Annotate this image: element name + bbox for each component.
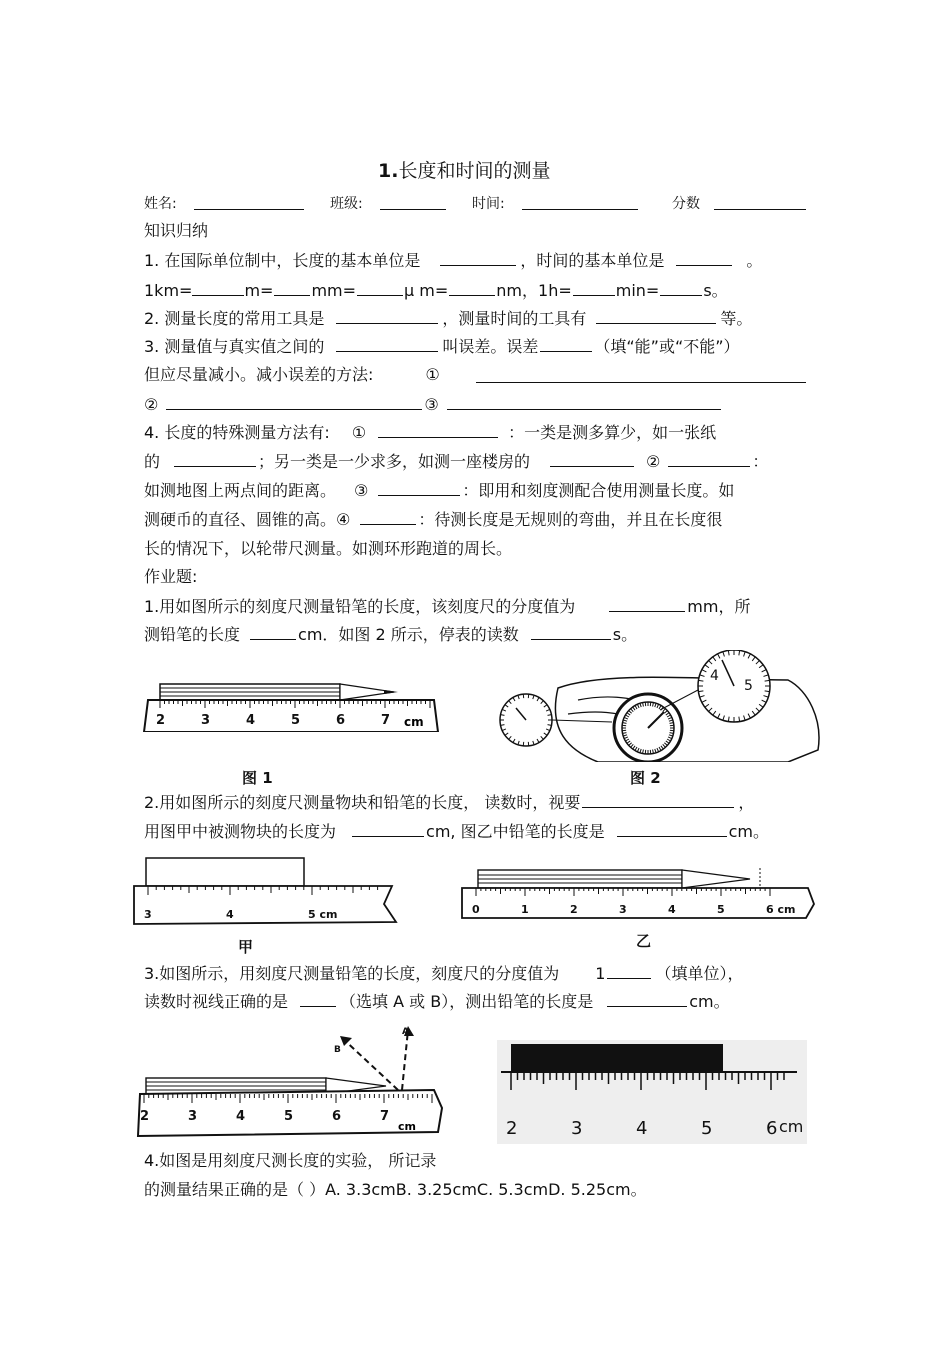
figure-jia-caption: 甲	[238, 938, 254, 956]
q-k4-line: 4. 长度的特殊测量方法有: ① ：一类是测多算少，如一张纸	[144, 423, 717, 442]
hw-q3-line2: 读数时视线正确的是 （选填 A 或 B），测出铅笔的长度是 cm。	[144, 992, 730, 1011]
hw-q4-line2: 的测量结果正确的是（ ）A. 3.3cmB. 3.25cmC. 5.3cmD. 5.25cm。	[144, 1180, 647, 1199]
q-k4-line2: 的 ；另一类是一少求多，如测一座楼房的 ② ：	[144, 452, 769, 471]
homework-heading: 作业题:	[144, 567, 198, 586]
ruler-label: 5 cm	[308, 908, 338, 921]
ruler-label: 4	[226, 908, 234, 921]
ruler-label: 2	[506, 1118, 518, 1139]
q-k4-line3: 如测地图上两点间的距离。 ③ ：即用和刻度测配合使用测量长度。如	[144, 481, 735, 500]
ruler-label: 3	[619, 903, 627, 916]
figure2-caption: 图 2	[630, 769, 661, 787]
q-k4-line4: 测硬币的直径、圆锥的高。④ ：待测长度是无规则的弯曲，并且在长度很	[144, 510, 723, 529]
ruler-label: 6 cm	[766, 903, 796, 916]
q-k2-line: 2. 测量长度的常用工具是 ，测量时间的工具有 等。	[144, 309, 753, 328]
figure1-caption: 图 1	[242, 769, 273, 787]
ruler-label: 1	[521, 903, 529, 916]
hw-q3-line1: 3.如图所示，用刻度尺测量铅笔的长度，刻度尺的分度值为 1 （填单位），	[144, 964, 744, 983]
ruler-label: 3	[571, 1118, 583, 1139]
ruler-label: 6	[766, 1118, 778, 1139]
figure-yi-caption: 乙	[636, 932, 652, 950]
q-k3-methods-2-3: ② ③	[144, 395, 725, 415]
q-k1-line: 1. 在国际单位制中，长度的基本单位是 ，时间的基本单位是 。	[144, 251, 763, 270]
ruler-label: 2	[570, 903, 578, 916]
unit-cm-q4: cm	[779, 1117, 804, 1136]
hw-q1-line2: 测铅笔的长度 cm．如图 2 所示，停表的读数 s。	[144, 625, 638, 644]
ruler-label: 5	[291, 713, 301, 728]
hw-q2-line2: 用图甲中被测物块的长度为 cm, 图乙中铅笔的长度是 cm。	[144, 822, 769, 841]
ruler-label: 0	[472, 903, 480, 916]
figure-yi-ruler-pencil	[460, 866, 818, 920]
sightline-label-a: A	[402, 1027, 409, 1037]
ruler-label: 6	[332, 1109, 342, 1124]
figure2-stopwatch	[488, 650, 824, 762]
stopwatch-label-5: 5	[744, 678, 753, 694]
ruler-label: 5	[717, 903, 725, 916]
ruler-label: 4	[236, 1109, 246, 1124]
q-k3-line: 3. 测量值与真实值之间的 叫误差。误差 （填“能”或“不能”）	[144, 337, 740, 356]
ruler-label: 7	[381, 713, 391, 728]
name-blank[interactable]	[194, 209, 304, 210]
hw-q4-line1: 4.如图是用刻度尺测长度的实验， 所记录	[144, 1151, 437, 1170]
section-summary: 知识归纳	[144, 221, 209, 240]
ruler-label: 3	[188, 1109, 198, 1124]
unit-cm-q3: cm	[398, 1120, 416, 1133]
ruler-label: 7	[380, 1109, 390, 1124]
figure-jia-ruler-block	[130, 856, 398, 928]
unit-cm: cm	[404, 715, 424, 729]
ruler-label: 5	[701, 1118, 713, 1139]
score-blank[interactable]	[714, 209, 806, 210]
ruler-label: 3	[201, 713, 211, 728]
header-time-label: 时间:	[472, 196, 505, 212]
class-blank[interactable]	[380, 209, 446, 210]
page-title: 1.长度和时间的测量	[378, 160, 551, 182]
figure1-ruler-pencil	[142, 660, 442, 732]
ruler-label: 5	[284, 1109, 294, 1124]
method1-blank[interactable]	[476, 382, 806, 383]
hw-q1-line1: 1.用如图所示的刻度尺测量铅笔的长度，该刻度尺的分度值为 mm，所	[144, 597, 751, 616]
q-k3-method-line: 但应尽量减小。减小误差的方法: ①	[144, 365, 440, 384]
header-score-label: 分数	[672, 196, 700, 212]
hw-q2-line1: 2.用如图所示的刻度尺测量物块和铅笔的长度， 读数时，视要 ，	[144, 793, 755, 812]
time-blank[interactable]	[522, 209, 638, 210]
ruler-label: 4	[246, 713, 256, 728]
stopwatch-label-4: 4	[710, 668, 719, 684]
ruler-label: 2	[156, 713, 166, 728]
ruler-label: 4	[668, 903, 676, 916]
ruler-label: 3	[144, 908, 152, 921]
ruler-label: 4	[636, 1118, 648, 1139]
figure-q4-ruler-block	[497, 1040, 807, 1144]
header-class-label: 班级:	[330, 196, 363, 212]
figure-q3-ruler-sightlines	[134, 1020, 450, 1138]
unit-conversion-line: 1km= m= mm= μ m= nm，1h= min= s。	[144, 281, 728, 300]
header-name-label: 姓名:	[144, 196, 177, 212]
q-k4-line5: 长的情况下，以轮带尺测量。如测环形跑道的周长。	[144, 539, 513, 558]
ruler-label: 6	[336, 713, 346, 728]
ruler-label: 2	[140, 1109, 150, 1124]
sightline-label-b: B	[334, 1045, 341, 1055]
